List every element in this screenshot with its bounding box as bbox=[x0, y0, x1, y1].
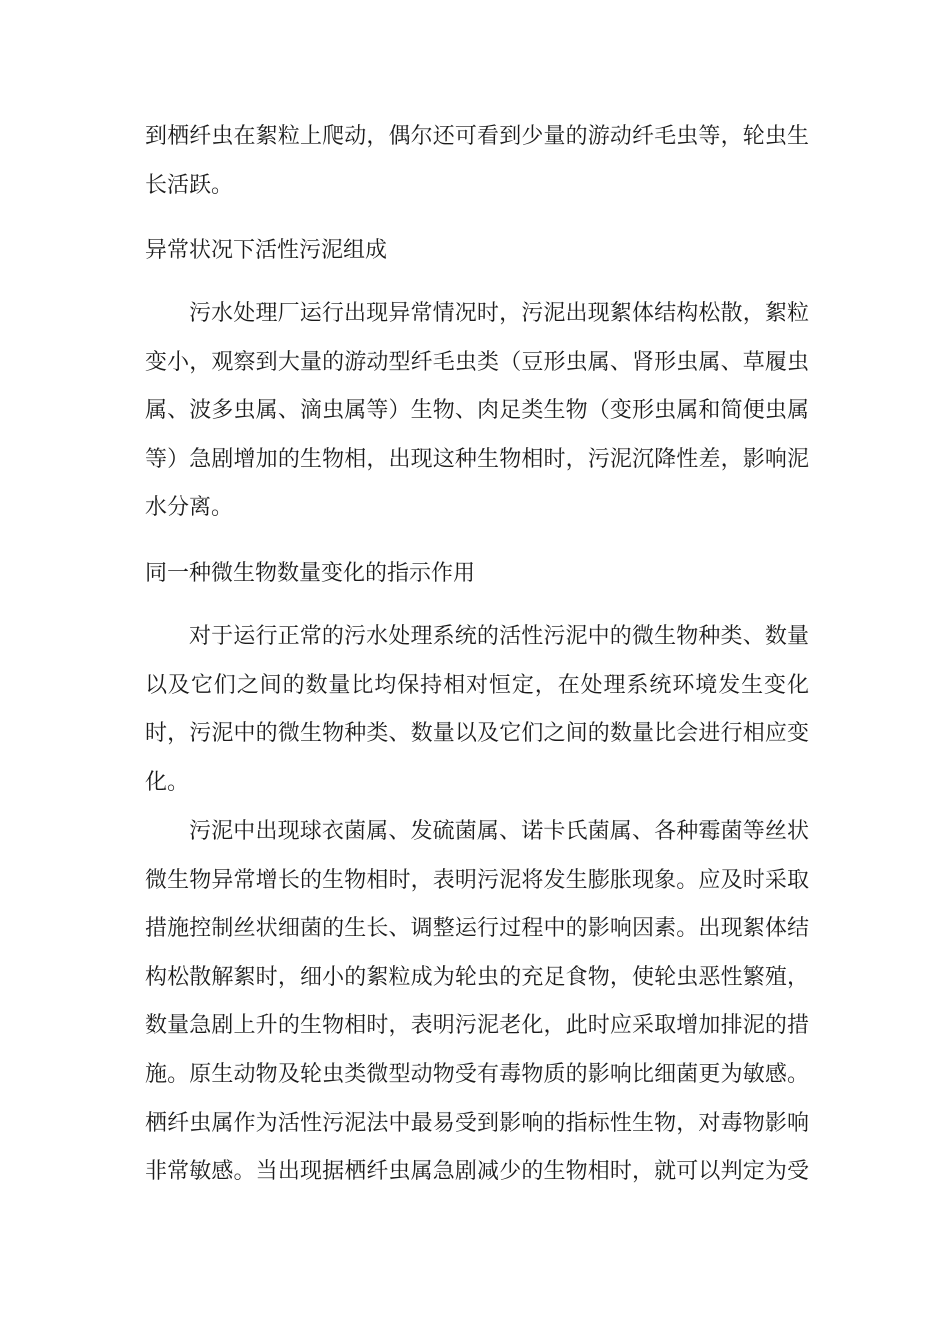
text-line: 时，污泥中的微生物种类、数量以及它们之间的数量比会进行相应变 bbox=[145, 721, 809, 747]
text-line: 污水处理厂运行出现异常情况时，污泥出现絮体结构松散，絮粒 bbox=[189, 301, 809, 326]
text-line: 微生物异常增长的生物相时，表明污泥将发生膨胀现象。应及时采取 bbox=[145, 867, 809, 893]
text-line: 属、波多虫属、滴虫属等）生物、肉足类生物（变形虫属和简便虫属 bbox=[145, 398, 809, 424]
paragraph-abnormal bbox=[145, 290, 809, 533]
text-line: 数量急剧上升的生物相时，表明污泥老化，此时应采取增加排泥的措 bbox=[145, 1013, 809, 1039]
text-line: 化。 bbox=[145, 769, 190, 795]
text-line: 施。原生动物及轮虫类微型动物受有毒物质的影响比细菌更为敏感。 bbox=[145, 1061, 809, 1087]
text-line: 长活跃。 bbox=[145, 172, 234, 198]
paragraph-stable-system bbox=[145, 613, 809, 807]
section-heading-indicator bbox=[145, 550, 809, 599]
text-line: 非常敏感。当出现据栖纤虫属急剧减少的生物相时，就可以判定为受 bbox=[145, 1159, 809, 1185]
text-line: 等）急剧增加的生物相，出现这种生物相时，污泥沉降性差，影响泥 bbox=[145, 446, 809, 472]
section-heading-abnormal bbox=[145, 227, 809, 276]
text-line: 到栖纤虫在絮粒上爬动，偶尔还可看到少量的游动纤毛虫等，轮虫生 bbox=[145, 124, 809, 149]
text-line: 措施控制丝状细菌的生长、调整运行过程中的影响因素。出现絮体结 bbox=[145, 916, 809, 942]
text-line: 以及它们之间的数量比均保持相对恒定，在处理系统环境发生变化 bbox=[145, 672, 809, 698]
text-line: 污泥中出现球衣菌属、发硫菌属、诺卡氏菌属、各种霉菌等丝状 bbox=[189, 819, 809, 844]
paragraph-continuation bbox=[145, 113, 809, 210]
text-line: 变小，观察到大量的游动型纤毛虫类（豆形虫属、肾形虫属、草履虫 bbox=[145, 349, 809, 375]
text-line: 对于运行正常的污水处理系统的活性污泥中的微生物种类、数量 bbox=[189, 624, 809, 649]
text-line: 栖纤虫属作为活性污泥法中最易受到影响的指标性生物，对毒物影响 bbox=[145, 1110, 809, 1136]
heading-text: 同一种微生物数量变化的指示作用 bbox=[145, 561, 476, 586]
text-line: 水分离。 bbox=[145, 495, 234, 521]
text-line: 构松散解絮时，细小的絮粒成为轮虫的充足食物，使轮虫恶性繁殖， bbox=[145, 964, 809, 990]
heading-text: 异常状况下活性污泥组成 bbox=[145, 238, 388, 263]
paragraph-filamentous bbox=[145, 808, 809, 1197]
